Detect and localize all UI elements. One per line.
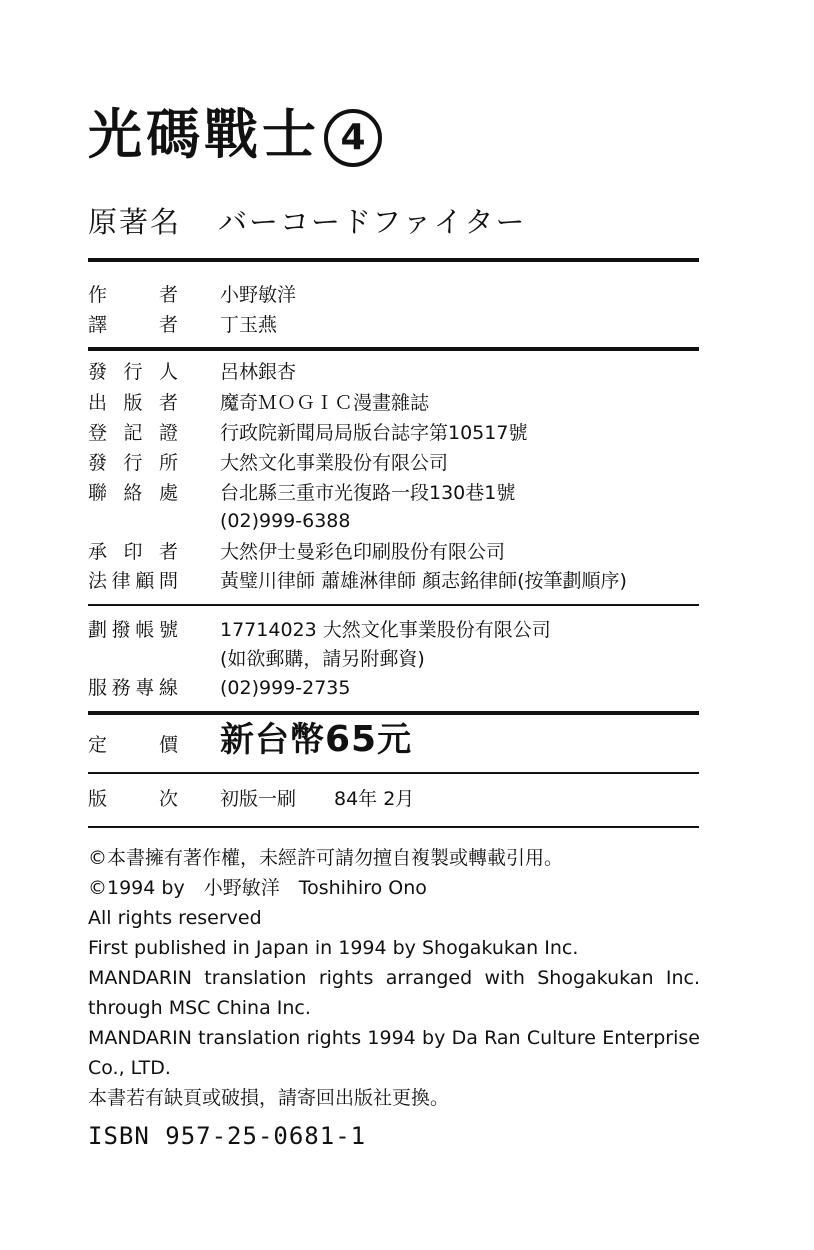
- printer-value: 大然伊士曼彩色印刷股份有限公司: [220, 541, 506, 563]
- credit-translator-value: 丁玉燕: [220, 314, 278, 336]
- credit-translator-key: 譯 者: [88, 314, 178, 336]
- registration-value: 行政院新聞局局版台誌字第10517號: [220, 422, 528, 444]
- edition-value: 初版一刷 84年 2月: [220, 788, 415, 810]
- transfer-account-note: (如欲郵購，請另附郵資): [220, 648, 425, 670]
- copyright-notice-cn: ©本書擁有著作權，未經許可請勿擅自複製或轉載引用。: [88, 847, 564, 869]
- book-title: [88, 103, 382, 167]
- price-value: 新台幣65元: [220, 719, 413, 760]
- translation-rights-1-cont: through MSC China Inc.: [88, 997, 311, 1019]
- original-title-value: バーコードファイター: [218, 205, 527, 239]
- contact-phone: (02)999-6388: [220, 510, 351, 532]
- publisher-person-value: 呂林銀杏: [220, 361, 297, 383]
- credit-author-value: 小野敏洋: [220, 284, 297, 306]
- translation-rights-1: MANDARIN translation rights arranged with Shogakukan Inc.: [88, 967, 700, 989]
- volume-number: 4: [324, 109, 382, 167]
- publisher-value: 魔奇ＭＯＧＩＣ漫畫雜誌: [220, 392, 430, 414]
- isbn: ISBN 957-25-0681-1: [88, 1122, 367, 1150]
- divider: [88, 826, 699, 828]
- rights-reserved: All rights reserved: [88, 907, 262, 929]
- divider: [88, 347, 699, 351]
- original-title: [88, 200, 527, 241]
- original-title-label: 原著名: [88, 205, 182, 239]
- copyright-notes: [88, 843, 700, 1113]
- contact-address: 台北縣三重市光復路一段130巷1號: [220, 482, 516, 504]
- first-published: First published in Japan in 1994 by Shogakukan Inc.: [88, 937, 579, 959]
- distributor-value: 大然文化事業股份有限公司: [220, 452, 449, 474]
- legal-counsel-value: 黃璧川律師 蕭雄淋律師 顏志銘律師(按筆劃順序): [220, 570, 627, 592]
- divider: [88, 772, 699, 774]
- service-line-value: (02)999-2735: [220, 677, 351, 699]
- defect-notice: 本書若有缺頁或破損，請寄回出版社更換。: [88, 1087, 450, 1109]
- copyright-notice-en: ©1994 by 小野敏洋 Toshihiro Ono: [88, 877, 427, 899]
- divider: [88, 604, 699, 606]
- transfer-account-value: 17714023 大然文化事業股份有限公司: [220, 619, 551, 641]
- title-text: 光碼戰士: [88, 103, 320, 166]
- copyright-page: 光碼戰士 4 原著名 バーコードファイター 作 者 小野敏洋 譯 者 丁玉燕 發 行 人 呂林銀杏 出 版 者 魔奇ＭＯＧＩＣ漫畫雜誌 登 記 證 行政院新聞局局版台誌字第10517號 發 行 所 大然文化事業股份有限公司 聯 絡 處 台北縣三重市光復路一段130巷1號 (02)999-6388 承 印 者 大然伊士曼彩色印刷股份有限公司 法 律 顧 問 黃璧川律師 蕭雄淋律師 顏志銘律師(按筆劃順序) 劃 撥 帳 號 17714023 大然文化事業股份有限公司 (如欲郵購，請另附郵資) 服 務 專 線 (02)999-2735 定 價 新台幣65元 版 次 初版一刷 84年 2月 ©本書擁有著作權，未經許可請勿擅自複製或轉載引用。 ©1994 by 小野敏洋 Toshihiro Ono All rights reserved First published in Japan in 1994 by Shogakukan Inc. MANDARIN translation rights arranged with Shogakukan Inc. through MSC China Inc. MANDARIN translation rights 1994 by Da Ran Culture Enterprise Co., LTD. 本書若有缺頁或破損，請寄回出版社更換。 ISBN 957-25-0681-1: [88, 103, 700, 1150]
- translation-rights-2-cont: Co., LTD.: [88, 1057, 171, 1079]
- divider: [88, 711, 699, 715]
- credit-author-key: 作 者: [88, 284, 178, 306]
- divider: [88, 258, 699, 262]
- translation-rights-2: MANDARIN translation rights 1994 by Da Ran Culture Enterprise: [88, 1027, 700, 1049]
